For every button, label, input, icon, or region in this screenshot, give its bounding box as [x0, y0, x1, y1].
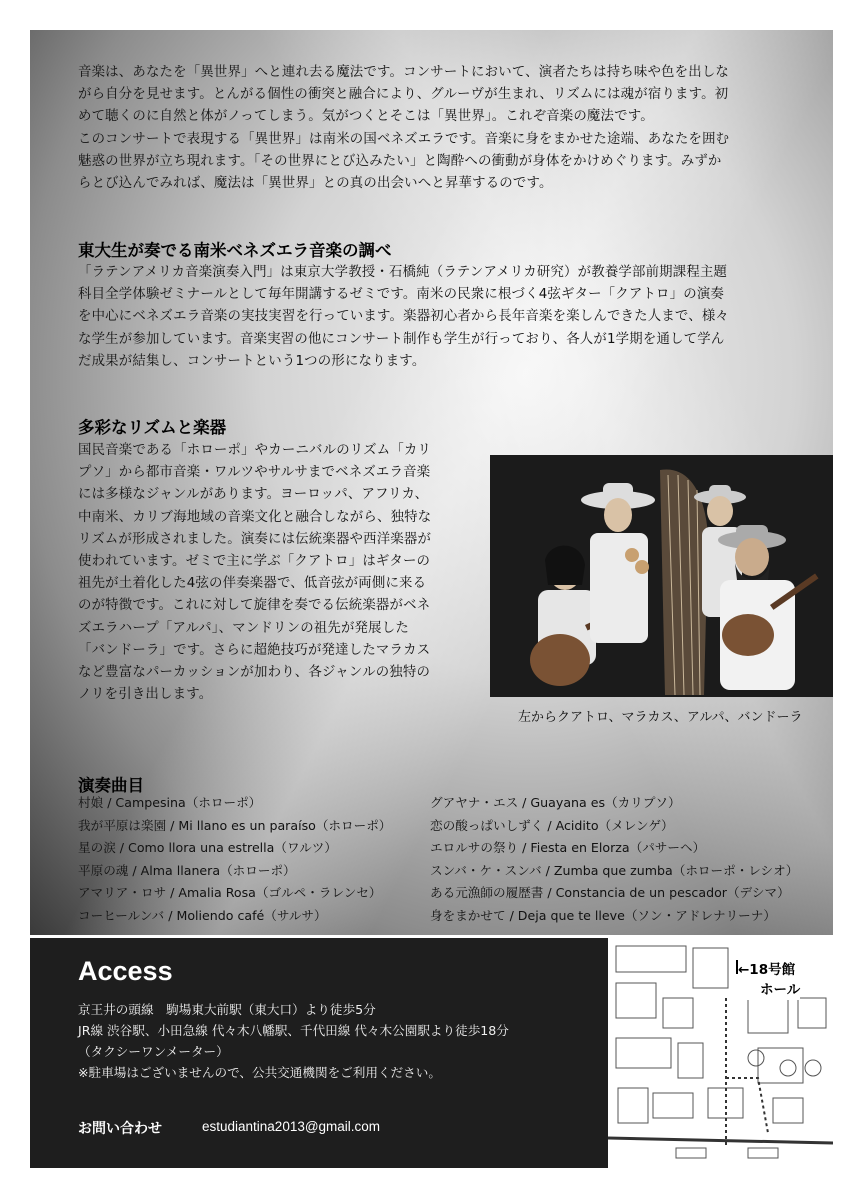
access-line: ※駐車場はございませんので、公共交通機関をご利用ください。: [78, 1065, 441, 1080]
program-list-right: [430, 792, 798, 928]
map-hall-label: [738, 960, 800, 1000]
access-section: [30, 938, 608, 1168]
program-item: スンバ・ケ・スンバ / Zumba que zumba（ホローポ・レシオ）: [430, 862, 799, 878]
todai-line: 科目全学体験ゼミナールとして毎年開講するゼミです。南米の民衆に根づく4弦ギター「クアトロ」の演奏: [78, 287, 725, 303]
program-item: グアヤナ・エス / Guayana es（カリプソ）: [430, 795, 681, 810]
access-directions: [78, 999, 509, 1083]
contact-email-link[interactable]: estudiantina2013@gmail.com: [202, 1119, 381, 1134]
intro-line: らとび込んでみれば、魔法は「異世界」との真の出会いへと昇華するのです。: [78, 176, 553, 192]
rhythm-paragraph: [78, 440, 431, 706]
program-item: 村娘 / Campesina（ホローポ）: [78, 795, 262, 810]
todai-paragraph: [78, 262, 729, 373]
intro-line: がら自分を見せます。とんがる個性の衝突と融合により、グルーヴが生まれ、リズムには魂が宿ります。初: [78, 87, 729, 103]
contact-label: お問い合わせ: [78, 1121, 162, 1137]
rhythm-line: など豊富なパーカッションが加わり、各ジャンルの独特の: [78, 665, 431, 681]
map-hall-label-line1: ←18号館: [738, 962, 796, 978]
section-heading-todai: 東大生が奏でる南米ベネズエラ音楽の調べ: [78, 241, 392, 260]
access-line: JR線 渋谷駅、小田急線 代々木八幡駅、千代田線 代々木公園駅より徒歩18分: [78, 1023, 509, 1038]
rhythm-line: プソ」から都市音楽・ワルツやサルサまでベネズエラ音楽: [78, 465, 431, 481]
todai-line: 「ラテンアメリカ音楽演奏入門」は東京大学教授・石橋純（ラテンアメリカ研究）が教養学部前期課程主題: [78, 265, 728, 280]
rhythm-line: 国民音楽である「ホローポ」やカーニバルのリズム「カリ: [78, 443, 432, 458]
band-photo: [490, 455, 833, 697]
photo-caption: 左からクアトロ、マラカス、アルパ、バンドーラ: [518, 710, 803, 725]
access-title: Access: [78, 956, 173, 986]
section-heading-program: 演奏曲目: [78, 776, 144, 795]
program-item: コーヒールンバ / Moliendo café（サルサ）: [78, 907, 327, 923]
section-heading-rhythm: 多彩なリズムと楽器: [78, 418, 227, 437]
todai-line: だ成果が結集し、コンサートという1つの形になります。: [78, 353, 426, 369]
rhythm-line: ノリを引き出します。: [78, 687, 213, 703]
program-item: 平原の魂 / Alma llanera（ホローポ）: [78, 862, 296, 878]
rhythm-line: ズエラハープ「アルパ」、マンドリンの祖先が発展した: [78, 620, 409, 636]
map-hall-label-line2: ホール: [760, 982, 801, 998]
todai-line: を中心にベネズエラ音楽の実技実習を行っています。楽器初心者から長年音楽を楽しんできた人まで、様々: [78, 309, 730, 325]
rhythm-line: 中南米、カリブ海地域の音楽文化と融合しながら、独特な: [78, 509, 432, 525]
flyer-panel: [30, 30, 833, 935]
rhythm-line: リズムが形成されました。演奏には伝統楽器や西洋楽器が: [78, 531, 432, 547]
program-item: ある元漁師の履歴書 / Constancia de un pescador（デシマ）: [430, 885, 790, 901]
campus-map: [608, 938, 833, 1168]
intro-line: めて聴くのに自然と体がノってしまう。気がつくとそこは「異世界」。これぞ音楽の魔法です。: [78, 109, 654, 125]
program-item: 身をまかせて / Deja que te lleve（ソン・アドレナリーナ）: [430, 907, 776, 923]
intro-line: 音楽は、あなたを「異世界」へと連れ去る魔法です。コンサートにおいて、演者たちは持ち味や色を出しな: [78, 65, 730, 80]
program-list-left: [78, 792, 391, 928]
rhythm-line: には多様なジャンルがあります。ヨーロッパ、アフリカ、: [78, 487, 429, 503]
program-item: エロルサの祭り / Fiesta en Elorza（パサーヘ）: [430, 840, 706, 856]
program-item: 我が平原は楽園 / Mi llano es un paraíso（ホローポ）: [78, 817, 392, 833]
rhythm-line: 「バンドーラ」です。さらに超絶技巧が発達したマラカス: [78, 642, 431, 658]
program-item: 星の涙 / Como llora una estrella（ワルツ）: [78, 840, 337, 856]
rhythm-line: のが特徴です。これに対して旋律を奏でる伝統楽器がベネ: [78, 598, 431, 614]
rhythm-line: 祖先が土着化した4弦の伴奏楽器で、低音弦が両側に来る: [78, 576, 427, 592]
access-line: 京王井の頭線 駒場東大前駅（東大口）より徒歩5分: [78, 1002, 376, 1017]
program-item: 恋の酸っぱいしずく / Acidito（メレンゲ）: [430, 817, 674, 833]
intro-line: このコンサートで表現する「異世界」は南米の国ベネズエラです。音楽に身をまかせた途端、あなたを囲む: [78, 131, 730, 147]
todai-line: な学生が参加しています。音楽実習の他にコンサート制作も学生が行っており、各人が1学期を通して学ん: [78, 331, 725, 347]
rhythm-line: 使われています。ゼミで主に学ぶ「クアトロ」はギターの: [78, 554, 431, 570]
access-line: （タクシーワンメーター）: [78, 1044, 229, 1059]
intro-line: 魅惑の世界が立ち現れます。「その世界にとび込みたい」と陶酔への衝動が身体をかけめぐります。みずか: [78, 153, 722, 169]
intro-paragraph: [78, 62, 729, 195]
program-item: アマリア・ロサ / Amalia Rosa（ゴルペ・ラレンセ）: [78, 885, 382, 901]
